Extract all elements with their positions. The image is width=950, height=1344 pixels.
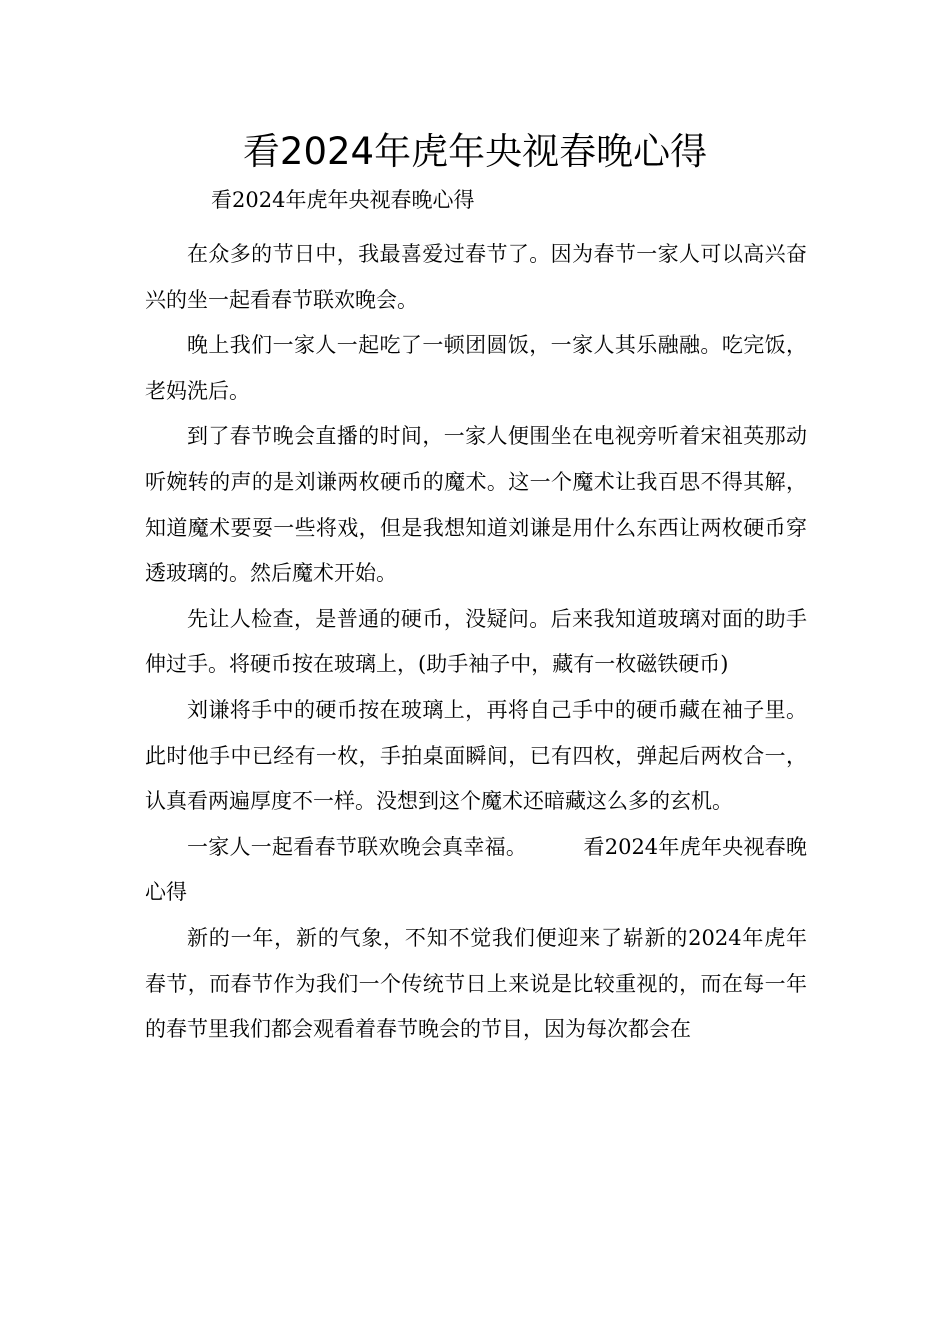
inline-heading: 看2024年虎年央视春晚心得	[145, 834, 808, 905]
paragraph: 先让人检查，是普通的硬币，没疑问。后来我知道玻璃对面的助手伸过手。将硬币按在玻璃上，(助手袖子中，藏有一枚磁铁硬币)	[145, 606, 807, 677]
document-subtitle: 看2024年虎年央视春晚心得	[211, 188, 475, 212]
paragraph: 到了春节晚会直播的时间，一家人便围坐在电视旁听着宋祖英那动听婉转的声的是刘谦两枚硬币的魔术。这一个魔术让我百思不得其解，知道魔术要耍一些将戏，但是我想知道刘谦是用什么东西让两枚硬币穿透玻璃的。然后魔术开始。	[145, 424, 807, 586]
paragraph: 新的一年，新的气象，不知不觉我们便迎来了崭新的2024年虎年春节，而春节作为我们一个传统节日上来说是比较重视的，而在每一年的春节里我们都会观看着春节晚会的节目，因为每次都会在	[145, 925, 807, 1042]
paragraph: 在众多的节日中，我最喜爱过春节了。因为春节一家人可以高兴奋兴的坐一起看春节联欢晚会。	[145, 242, 807, 312]
paragraph-sentence: 一家人一起看春节联欢晚会真幸福。	[187, 834, 528, 859]
paragraph	[145, 825, 807, 916]
document-body	[145, 232, 807, 1053]
paragraph: 晚上我们一家人一起吃了一顿团圆饭，一家人其乐融融。吃完饭，老妈洗后。	[145, 333, 807, 403]
document-title: 看2024年虎年央视春晚心得	[242, 130, 708, 173]
paragraph: 刘谦将手中的硬币按在玻璃上，再将自己手中的硬币藏在袖子里。此时他手中已经有一枚，手拍桌面瞬间，已有四枚，弹起后两枚合一，认真看两遍厚度不一样。没想到这个魔术还暗藏这么多的玄机。	[145, 697, 807, 814]
